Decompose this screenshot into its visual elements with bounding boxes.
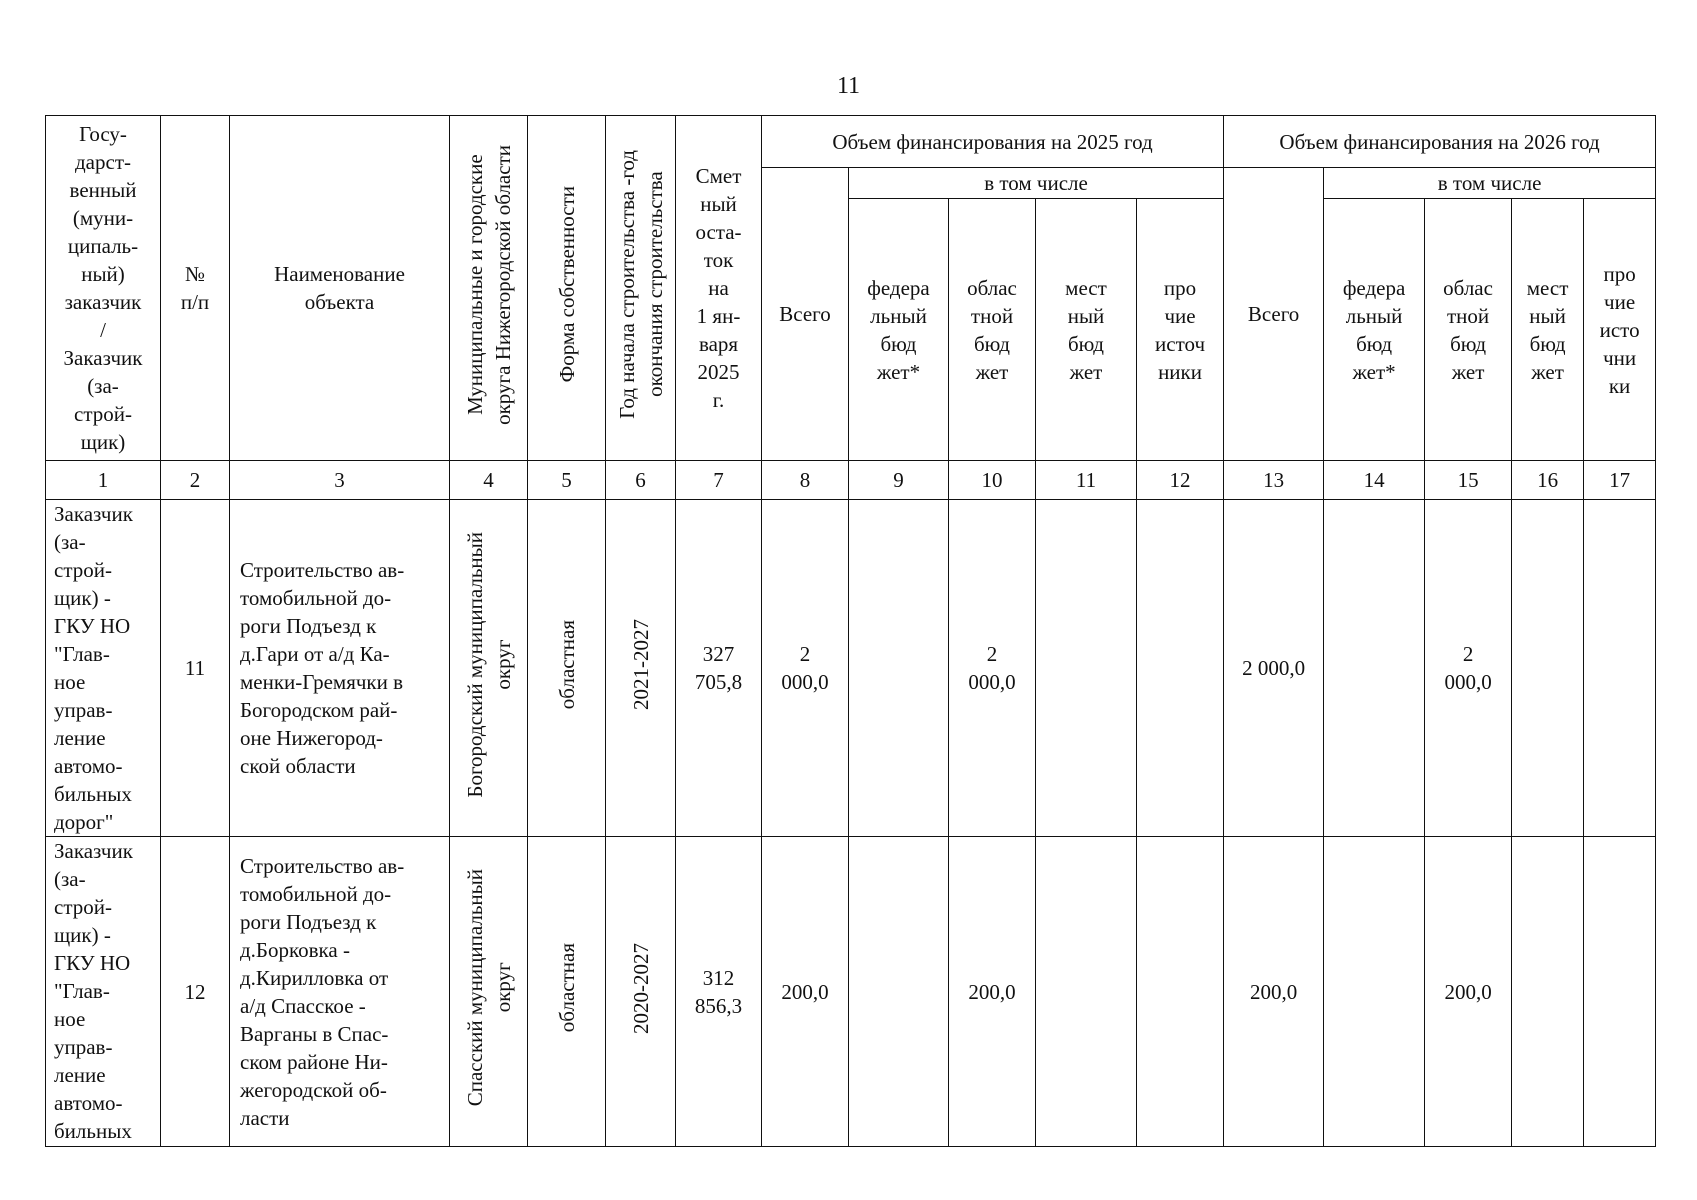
row-municipal: Богородский муниципальный округ [462, 531, 515, 798]
row-federal-2025 [849, 500, 949, 837]
column-number: 17 [1584, 461, 1656, 500]
row-other-2026 [1584, 837, 1656, 1147]
row-estimate: 312 856,3 [676, 837, 762, 1147]
row-number: 11 [161, 500, 230, 837]
column-number: 16 [1512, 461, 1584, 500]
row-municipal: Спасский муниципальный округ [462, 869, 515, 1107]
row-regional-2025: 200,0 [949, 837, 1036, 1147]
header-municipal: Муниципальные и городские округа Нижегородской области [462, 144, 515, 425]
header-funding-2026: Объем финансирования на 2026 год [1224, 116, 1656, 168]
column-number: 4 [450, 461, 528, 500]
row-local-2025 [1036, 837, 1137, 1147]
row-total-2026: 2 000,0 [1224, 500, 1324, 837]
column-number: 15 [1425, 461, 1512, 500]
row-total-2026: 200,0 [1224, 837, 1324, 1147]
row-customer: Заказчик (за- строй- щик) - ГКУ НО "Глав- ное управ- ление автомо- бильных дорог" [46, 500, 161, 837]
header-local-2025: мест ный бюд жет [1036, 199, 1137, 461]
header-customer: Госу- дарст- венный (муни- ципаль- ный) заказчик / Заказчик (за- строй- щик) [46, 116, 161, 461]
column-number: 14 [1324, 461, 1425, 500]
header-other-2025: про чие источ ники [1137, 199, 1224, 461]
row-total-2025: 200,0 [762, 837, 849, 1147]
header-regional-2025: облас тной бюд жет [949, 199, 1036, 461]
header-total-2025: Всего [762, 168, 849, 461]
row-customer: Заказчик (за- строй- щик) - ГКУ НО "Глав- ное управ- ление автомо- бильных [46, 837, 161, 1147]
row-ownership-cell [528, 500, 606, 837]
row-object-name: Строительство ав- томобильной до- роги Подъезд к д.Гари от а/д Ка- менки-Гремячки в Богородском рай- оне Нижегород- ской области [230, 500, 450, 837]
row-years: 2020-2027 [628, 942, 653, 1034]
header-years-cell [606, 116, 676, 461]
row-number: 12 [161, 837, 230, 1147]
header-estimate: Смет ный оста- ток на 1 ян- варя 2025 г. [676, 116, 762, 461]
row-regional-2026: 200,0 [1425, 837, 1512, 1147]
header-funding-2025: Объем финансирования на 2025 год [762, 116, 1224, 168]
row-local-2025 [1036, 500, 1137, 837]
header-federal-2025: федера льный бюд жет* [849, 199, 949, 461]
row-regional-2025: 2 000,0 [949, 500, 1036, 837]
column-number: 3 [230, 461, 450, 500]
row-federal-2026 [1324, 837, 1425, 1147]
row-ownership: областная [554, 943, 579, 1033]
header-including-2026: в том числе [1324, 168, 1656, 199]
row-years-cell [606, 837, 676, 1147]
row-municipal-cell [450, 837, 528, 1147]
column-number: 7 [676, 461, 762, 500]
header-other-2026: про чие исто чни ки [1584, 199, 1656, 461]
column-number-row [46, 461, 1656, 500]
column-number: 13 [1224, 461, 1324, 500]
header-ownership: Форма собственности [554, 186, 579, 383]
row-federal-2025 [849, 837, 949, 1147]
page-number: 11 [836, 73, 861, 99]
header-including-2025: в том числе [849, 168, 1224, 199]
row-other-2025 [1137, 837, 1224, 1147]
row-estimate: 327 705,8 [676, 500, 762, 837]
header-number: № п/п [161, 116, 230, 461]
row-regional-2026: 2 000,0 [1425, 500, 1512, 837]
financing-table [45, 115, 1656, 1147]
column-number: 6 [606, 461, 676, 500]
header-ownership-cell [528, 116, 606, 461]
column-number: 9 [849, 461, 949, 500]
header-federal-2026: федера льный бюд жет* [1324, 199, 1425, 461]
column-number: 2 [161, 461, 230, 500]
column-number: 1 [46, 461, 161, 500]
row-years: 2021-2027 [628, 619, 653, 710]
row-years-cell [606, 500, 676, 837]
column-number: 12 [1137, 461, 1224, 500]
column-number: 11 [1036, 461, 1137, 500]
row-local-2026 [1512, 837, 1584, 1147]
header-years: Год начала строительства -год окончания строительства [614, 150, 667, 419]
row-object-name: Строительство ав- томобильной до- роги Подъезд к д.Борковка - д.Кирилловка от а/д Спасское - Варганы в Спас- ском районе Ни- жегородской об- ласти [230, 837, 450, 1147]
column-number: 10 [949, 461, 1036, 500]
header-local-2026: мест ный бюд жет [1512, 199, 1584, 461]
row-ownership-cell [528, 837, 606, 1147]
column-number: 8 [762, 461, 849, 500]
row-municipal-cell [450, 500, 528, 837]
table-row [46, 837, 1656, 1147]
table-row [46, 500, 1656, 837]
header-total-2026: Всего [1224, 168, 1324, 461]
header-regional-2026: облас тной бюд жет [1425, 199, 1512, 461]
row-total-2025: 2 000,0 [762, 500, 849, 837]
row-federal-2026 [1324, 500, 1425, 837]
header-row-1 [46, 116, 1656, 168]
row-other-2025 [1137, 500, 1224, 837]
row-ownership: областная [554, 619, 579, 710]
column-number: 5 [528, 461, 606, 500]
header-municipal-cell [450, 116, 528, 461]
row-local-2026 [1512, 500, 1584, 837]
row-other-2026 [1584, 500, 1656, 837]
header-object-name: Наименование объекта [230, 116, 450, 461]
